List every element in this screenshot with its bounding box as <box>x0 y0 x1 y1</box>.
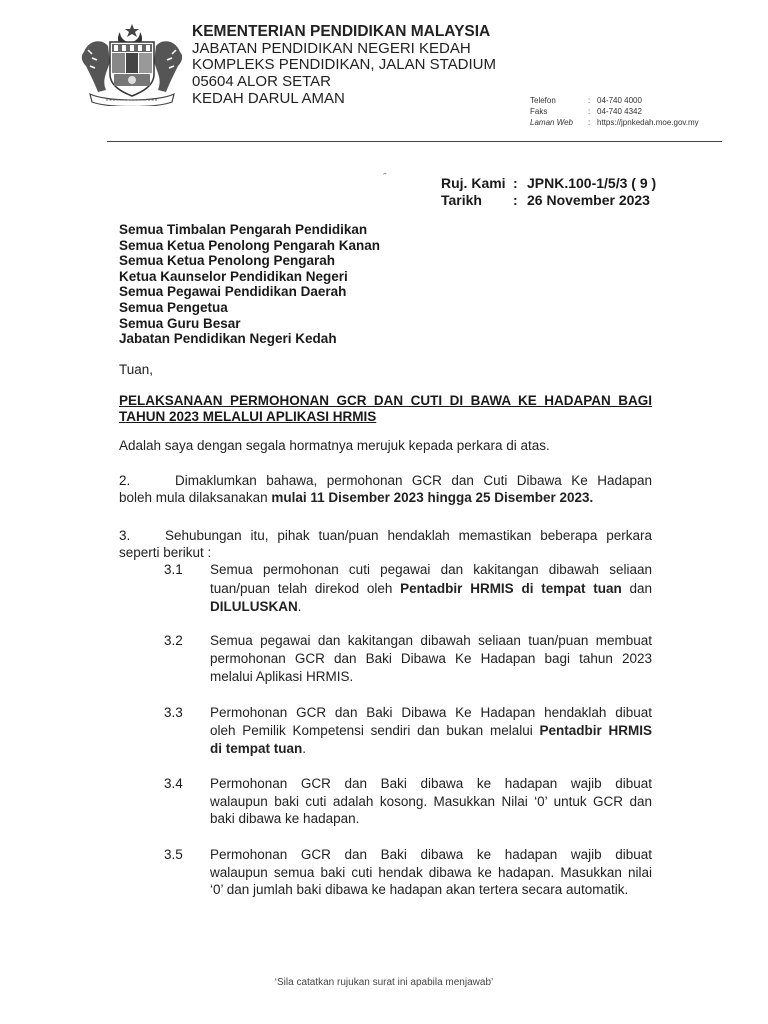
address-line-1: KOMPLEKS PENDIDIKAN, JALAN STADIUM <box>192 56 496 73</box>
fax-label: Faks <box>530 107 548 116</box>
phone-row <box>530 95 699 106</box>
recipient: Semua Guru Besar <box>119 315 241 331</box>
item-line: Permohonan GCR dan Baki dibawa ke hadapan wajib dibuat <box>210 776 652 791</box>
item-emphasis: di tempat tuan <box>210 741 303 756</box>
item-line: ‘0’ dan jumlah baki dibawa ke hadapan akan tertera secara automatik. <box>210 882 629 897</box>
paragraph-number: 2. <box>119 473 131 488</box>
item-number: 3.1 <box>164 562 183 577</box>
item-emphasis: DILULUSKAN <box>210 599 298 614</box>
date-label: Tarikh <box>441 192 482 208</box>
item-text: dan <box>621 581 653 596</box>
recipient: Semua Pengetua <box>119 299 228 315</box>
item-line: Permohonan GCR dan Baki dibawa ke hadapan wajib dibuat <box>210 847 652 862</box>
phone-label: Telefon <box>530 96 556 105</box>
recipient: Ketua Kaunselor Pendidikan Negeri <box>119 268 348 284</box>
item-line: Semua permohonan cuti pegawai dan kakitangan dibawah seliaan <box>210 562 652 577</box>
paragraph-number: 3. <box>119 528 131 543</box>
fax-number: 04-740 4342 <box>597 107 642 116</box>
paragraph-line <box>119 489 593 506</box>
item-emphasis: Pentadbir HRMIS di tempat tuan <box>400 581 622 596</box>
item-line <box>210 598 302 615</box>
web-label: Laman Web <box>530 118 573 127</box>
letter-subject <box>119 393 652 424</box>
item-emphasis: Pentadbir HRMIS <box>539 723 653 738</box>
item-text: . <box>302 741 307 756</box>
paragraph-line: Dimaklumkan bahawa, permohonan GCR dan Cuti Dibawa Ke Hadapan <box>175 473 652 488</box>
intro-paragraph: Adalah saya dengan segala hormatnya merujuk kepada perkara di atas. <box>119 438 550 453</box>
item-line: walaupun semua baki cuti hendak dibawa ke hadapan. Masukkan nilai <box>210 865 652 880</box>
coat-of-arms-icon <box>76 22 188 106</box>
separator: : <box>588 118 591 127</box>
item-line: Semua pegawai dan kakitangan dibawah seliaan tuan/puan membuat <box>210 633 652 648</box>
subject-line: PELAKSANAAN PERMOHONAN GCR DAN CUTI DI BAWA KE HADAPAN BAGI <box>119 393 652 408</box>
separator: : <box>588 96 591 105</box>
footer-note: ‘Sila catatkan rujukan surat ini apabila menjawab’ <box>274 977 494 988</box>
separator: : <box>588 107 591 116</box>
recipient: Semua Timbalan Pengarah Pendidikan <box>119 222 368 237</box>
subject-line: TAHUN 2023 MELALUI APLIKASI HRMIS <box>119 408 377 424</box>
letter-date: 26 November 2023 <box>527 192 650 208</box>
paragraph-text: boleh mula dilaksanakan <box>119 490 272 505</box>
recipient: Semua Pegawai Pendidikan Daerah <box>119 284 347 300</box>
item-line <box>210 740 306 757</box>
address-line-2: 05604 ALOR SETAR <box>192 73 331 90</box>
reference-label: Ruj. Kami <box>441 175 506 191</box>
item-line <box>210 722 652 739</box>
item-number: 3.4 <box>164 776 183 791</box>
contact-block <box>530 95 699 128</box>
item-text: oleh Pemilik Kompetensi sendiri dan bukan melalui <box>210 723 540 738</box>
reference-number: JPNK.100-1/5/3 ( 9 ) <box>527 175 657 191</box>
item-line: baki dibawa ke hadapan. <box>210 811 360 826</box>
address-line-3: KEDAH DARUL AMAN <box>192 90 345 107</box>
item-line: Permohonan GCR dan Baki Dibawa Ke Hadapan hendaklah dibuat <box>210 705 652 720</box>
stray-mark: ˝ <box>383 172 386 182</box>
recipient-list <box>119 222 380 347</box>
web-url[interactable]: https://jpnkedah.moe.gov.my <box>597 118 699 127</box>
item-line: melalui Aplikasi HRMIS. <box>210 669 354 684</box>
fax-row <box>530 106 699 117</box>
phone-number: 04-740 4000 <box>597 96 642 105</box>
item-text: tuan/puan telah direkod oleh <box>210 581 401 596</box>
recipient: Jabatan Pendidikan Negeri Kedah <box>119 331 337 347</box>
item-number: 3.3 <box>164 705 183 720</box>
ministry-name: KEMENTERIAN PENDIDIKAN MALAYSIA <box>192 23 491 40</box>
web-row <box>530 117 699 128</box>
separator: : <box>513 175 518 191</box>
item-number: 3.5 <box>164 847 183 862</box>
separator: : <box>513 192 518 208</box>
item-line: permohonan GCR dan Baki Dibawa Ke Hadapan bagi tahun 2023 <box>210 651 652 666</box>
recipient: Semua Ketua Penolong Pengarah <box>119 253 336 269</box>
department-name: JABATAN PENDIDIKAN NEGERI KEDAH <box>192 40 471 57</box>
item-line: walaupun baki cuti adalah kosong. Masukkan Nilai ‘0’ untuk GCR dan <box>210 794 652 809</box>
paragraph-line: seperti berikut : <box>119 545 212 560</box>
salutation: Tuan, <box>119 362 154 377</box>
item-number: 3.2 <box>164 633 183 648</box>
header-divider <box>107 141 722 142</box>
paragraph-line: Sehubungan itu, pihak tuan/puan hendaklah memastikan beberapa perkara <box>165 528 652 543</box>
item-text: . <box>297 599 302 614</box>
item-line <box>210 580 652 597</box>
recipient: Semua Ketua Penolong Pengarah Kanan <box>119 237 381 253</box>
date-range: mulai 11 Disember 2023 hingga 25 Disember 2023. <box>271 490 594 505</box>
reference-block <box>441 175 656 209</box>
